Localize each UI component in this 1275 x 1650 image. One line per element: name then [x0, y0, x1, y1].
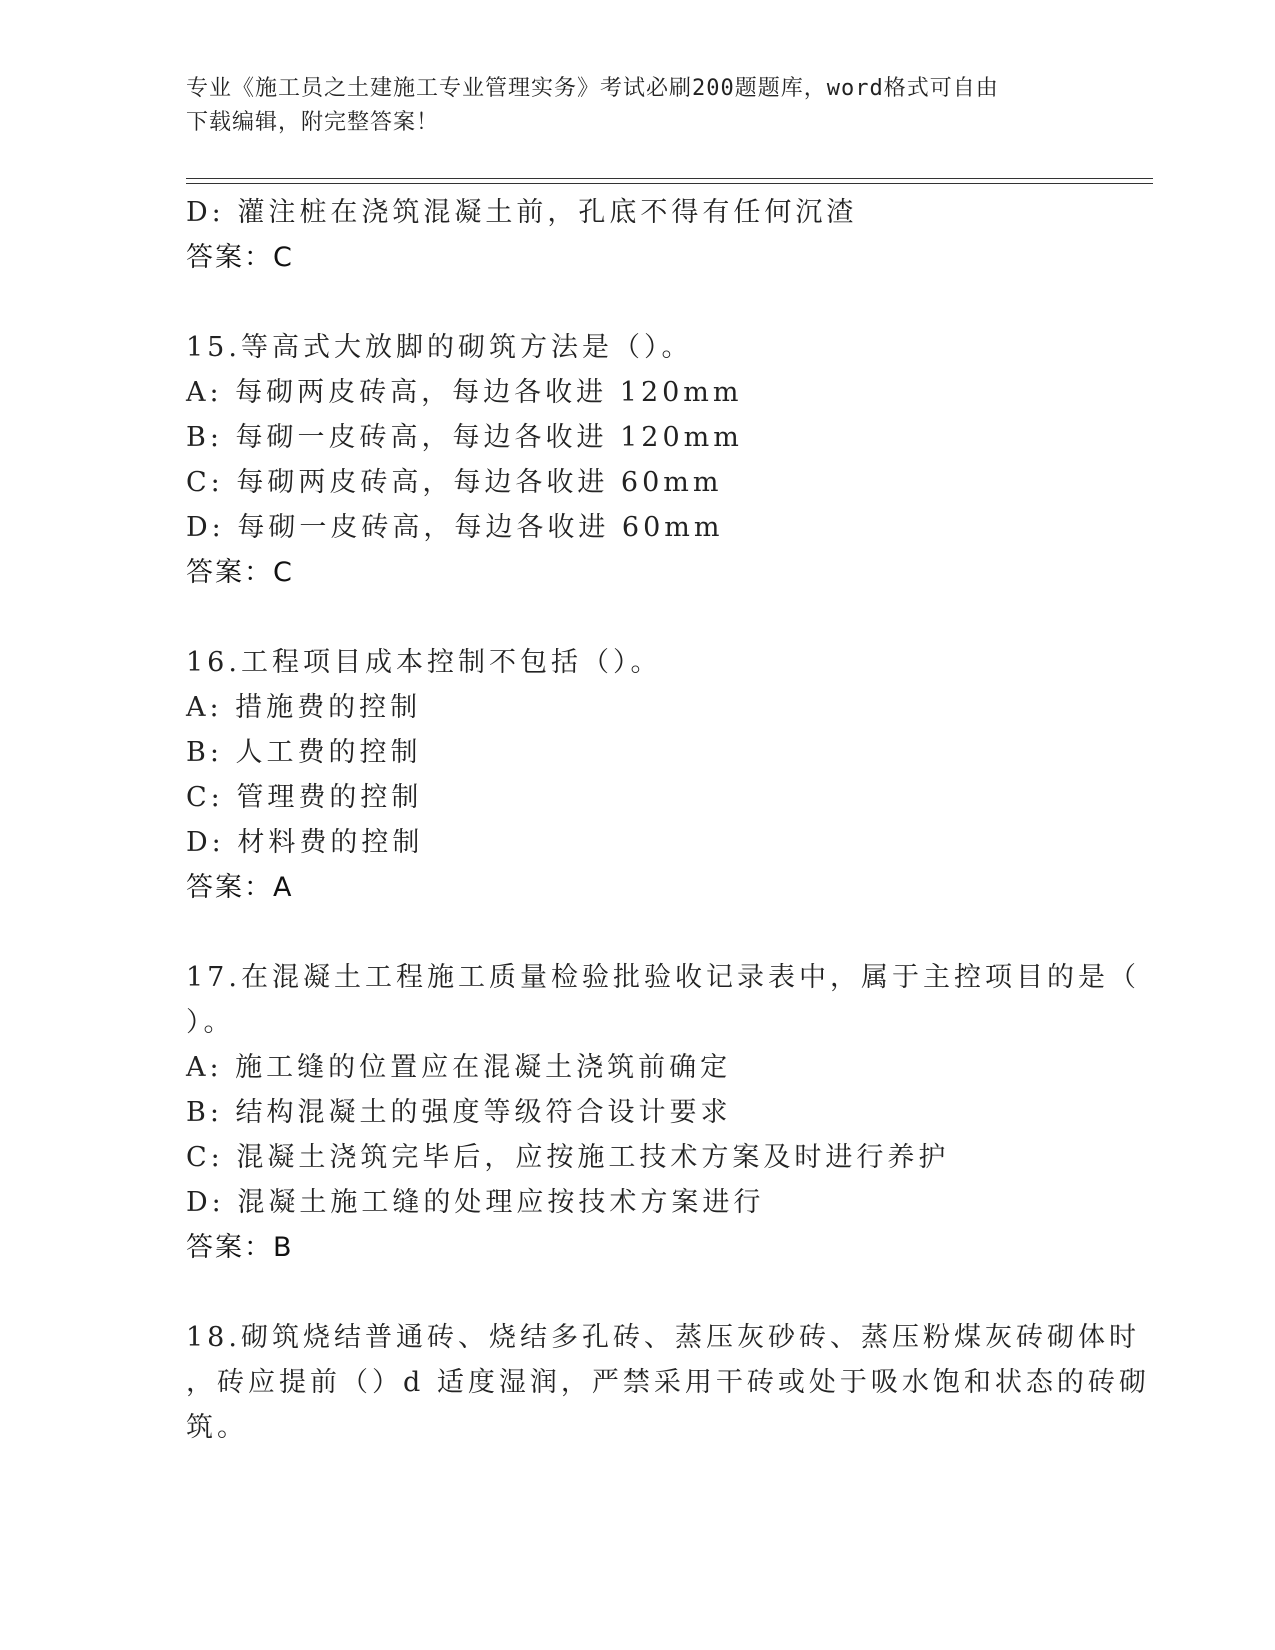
document-header: [186, 72, 1086, 140]
question-15-option-b: B: 每砌一皮砖高，每边各收进 120mm: [186, 422, 743, 453]
question-15-option-d: D: 每砌一皮砖高，每边各收进 60mm: [186, 512, 724, 543]
question-17-stem-line-1: 17.在混凝土工程施工质量检验批验收记录表中，属于主控项目的是（: [186, 962, 1140, 993]
question-17-option-c: C: 混凝土浇筑完毕后，应按施工技术方案及时进行养护: [186, 1142, 950, 1173]
question-16-option-d: D: 材料费的控制: [186, 827, 424, 858]
prev-answer: 答案：C: [186, 242, 294, 273]
question-15-stem: 15.等高式大放脚的砌筑方法是（）。: [186, 332, 693, 363]
header-line-2: 下载编辑，附完整答案！: [186, 110, 440, 135]
question-17-answer: 答案：B: [186, 1232, 294, 1263]
question-15-answer: 答案：C: [186, 557, 294, 588]
question-17-option-b: B: 结构混凝土的强度等级符合设计要求: [186, 1097, 732, 1128]
question-15-option-c: C: 每砌两皮砖高，每边各收进 60mm: [186, 467, 723, 498]
question-16-option-b: B: 人工费的控制: [186, 737, 422, 768]
header-divider-top: [186, 178, 1153, 179]
question-16-stem: 16.工程项目成本控制不包括（）。: [186, 647, 662, 678]
prev-option-d: D: 灌注桩在浇筑混凝土前，孔底不得有任何沉渣: [186, 197, 858, 228]
question-16-answer: 答案：A: [186, 872, 294, 903]
question-18-stem-line-2: ，砖应提前（）d 适度湿润，严禁采用干砖或处于吸水饱和状态的砖砌: [186, 1367, 1150, 1398]
question-16-option-c: C: 管理费的控制: [186, 782, 423, 813]
question-15-option-a: A: 每砌两皮砖高，每边各收进 120mm: [186, 377, 743, 408]
question-16-option-a: A: 措施费的控制: [186, 692, 422, 723]
question-17-option-a: A: 施工缝的位置应在混凝土浇筑前确定: [186, 1052, 732, 1083]
question-17-option-d: D: 混凝土施工缝的处理应按技术方案进行: [186, 1187, 765, 1218]
header-divider-bottom: [186, 183, 1153, 184]
question-17-stem-line-2: ）。: [186, 1007, 235, 1038]
header-line-1: 专业《施工员之土建施工专业管理实务》考试必刷200题题库，word格式可自由: [186, 76, 999, 101]
question-18-stem-line-3: 筑。: [186, 1412, 248, 1443]
question-18-stem-line-1: 18.砌筑烧结普通砖、烧结多孔砖、蒸压灰砂砖、蒸压粉煤灰砖砌体时: [186, 1322, 1140, 1353]
